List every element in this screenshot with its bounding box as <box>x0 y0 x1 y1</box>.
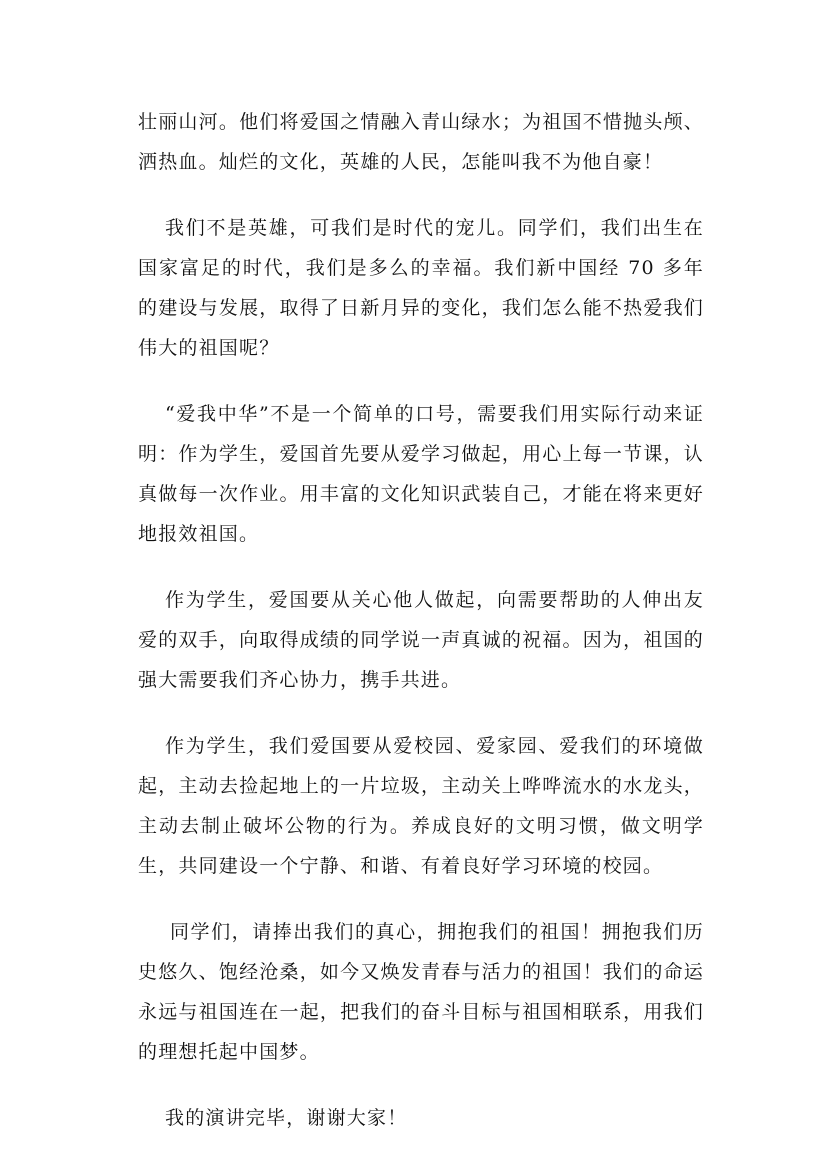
paragraph-care-others: 作为学生，爱国要从关心他人做起，向需要帮助的人伸出友爱的双手，向取得成绩的同学说一声真诚的祝福。因为，祖国的强大需要我们齐心协力，携手共进。 <box>138 589 704 691</box>
paragraph-closing: 我的演讲完毕，谢谢大家！ <box>165 1107 408 1129</box>
paragraph-campus: 作为学生，我们爱国要从爱校园、爱家园、爱我们的环境做起，主动去捡起地上的一片垃圾，主动关上哗哗流水的水龙头，主动去制止破坏公物的行为。养成良好的文明习惯，做文明学生，共同建设一个宁静、和谐、有着良好学习环境的校园。 <box>138 735 704 877</box>
speech-text <box>138 102 704 1138</box>
paragraph-embrace: 同学们，请捧出我们的真心，拥抱我们的祖国！拥抱我们历史悠久、饱经沧桑，如今又焕发青春与活力的祖国！我们的命运永远与祖国连在一起，把我们的奋斗目标与祖国相联系，用我们的理想托起中国梦。 <box>138 921 704 1063</box>
paragraph-continuation: 壮丽山河。他们将爱国之情融入青山绿水；为祖国不惜抛头颅、洒热血。灿烂的文化，英雄的人民，怎能叫我不为他自豪！ <box>138 111 704 173</box>
paragraph-love-china: “爱我中华”不是一个简单的口号，需要我们用实际行动来证明：作为学生，爱国首先要从爱学习做起，用心上每一节课，认真做每一次作业。用丰富的文化知识武装自己，才能在将来更好地报效祖国。 <box>138 403 704 545</box>
paragraph-era: 我们不是英雄，可我们是时代的宠儿。同学们，我们出生在国家富足的时代，我们是多么的幸福。我们新中国经 70 多年的建设与发展，取得了日新月异的变化，我们怎么能不热爱我们伟大的祖国呢？ <box>138 217 704 359</box>
